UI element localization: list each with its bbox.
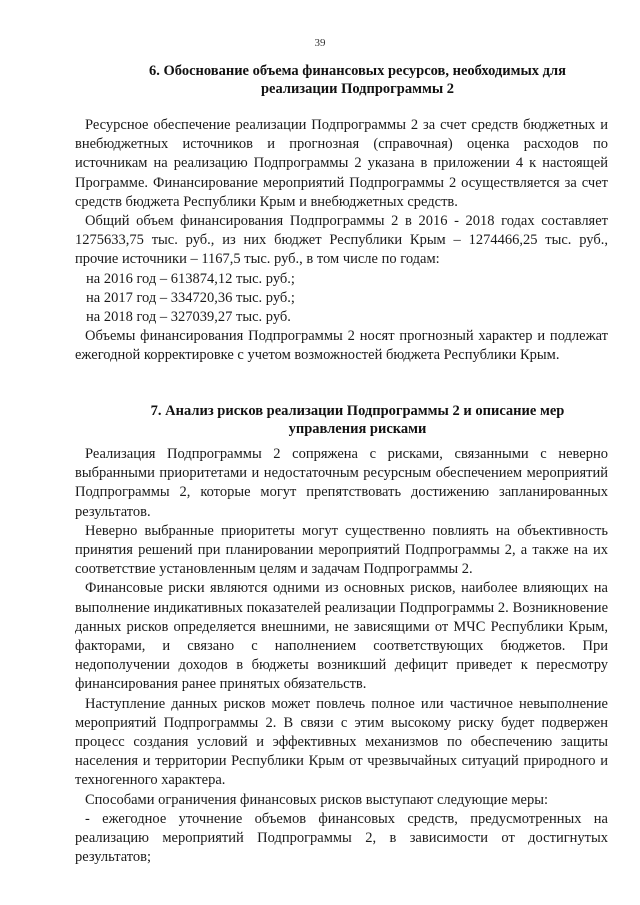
section-7-paragraph-risks: Реализация Подпрограммы 2 сопряжена с рисками, связанными с неверно выбранными приоритетами и недостаточным ресурсным обеспечением мероприятий Подпрограммы 2, которые могут препятствовать достижению запланированных результатов. [75, 446, 608, 520]
section-6-paragraph-total: Общий объем финансирования Подпрограммы 2 в 2016 - 2018 годах составляет 1275633,75 тыс. руб., из них бюджет Республики Крым – 1274466,25 тыс. руб., прочие источники – 1167,5 тыс. руб., в том числе по годам: [75, 213, 608, 268]
section-7-title-line-2: управления рисками [288, 421, 427, 437]
section-6-title [90, 62, 625, 98]
year-2017-line: на 2017 год – 334720,36 тыс. руб.; [86, 289, 295, 306]
section-6-paragraph-resource: Ресурсное обеспечение реализации Подпрограммы 2 за счет средств бюджетных и внебюджетных источников и прогнозная (справочная) оценка расходов по источникам на реализацию Подпрограммы 2 указана в приложении 4 к настоящей Программе. Финансирование мероприятий Подпрограммы 2 осуществляется за счет средств бюджета Республики Крым и внебюджетных средств. [75, 117, 608, 210]
section-7-body [75, 445, 608, 867]
section-7-paragraph-priorities: Неверно выбранные приоритеты могут существенно повлиять на объективность принятия решений при планировании мероприятий Подпрограммы 2, а также на их соответствие установленным целям и задачам Подпрограммы 2. [75, 522, 608, 578]
year-2016-line: на 2016 год – 613874,12 тыс. руб.; [86, 270, 295, 287]
section-7-paragraph-consequences: Наступление данных рисков может повлечь полное или частичное невыполнение мероприятий Подпрограммы 2. В связи с этим высокому риску будет подвержен процесс создания условий и эффективных механизмов по обеспечению защиты населения и территории Республики Крым от чрезвычайных ситуаций природного и техногенного характера. [75, 695, 608, 789]
section-7-paragraph-measures: Способами ограничения финансовых рисков выступают следующие меры: [85, 791, 548, 808]
page-number: 39 [314, 37, 326, 49]
year-2018-line: на 2018 год – 327039,27 тыс. руб. [86, 309, 291, 326]
section-7-paragraph-financial-risks: Финансовые риски являются одними из основных рисков, наиболее влияющих на выполнение индикативных показателей реализации Подпрограммы 2. Возникновение данных рисков определяется внешними, не зависящими от МЧС Республики Крым, факторами, и связано с наполнением соответствующих бюджетов. При недополучении доходов в бюджеты возникший дефицит приведет к пересмотру финансирования ранее принятых обязательств. [75, 580, 608, 693]
section-6-title-line-2: реализации Подпрограммы 2 [260, 81, 455, 97]
section-6-body [75, 116, 608, 366]
section-7-title-line-1: 7. Анализ рисков реализации Подпрограммы 2 и описание мер [150, 403, 565, 419]
section-7-paragraph-measure-1: - ежегодное уточнение объемов финансовых средств, предусмотренных на реализацию мероприятий Подпрограммы 2, в зависимости от достигнутых результатов; [75, 810, 608, 866]
year-list [75, 270, 608, 328]
section-6-title-line-1: 6. Обоснование объема финансовых ресурсов, необходимых для [149, 63, 566, 79]
section-7-title [90, 402, 625, 438]
section-6-paragraph-forecast: Объемы финансирования Подпрограммы 2 носят прогнозный характер и подлежат ежегодной корректировке с учетом возможностей бюджета Республики Крым. [75, 328, 608, 364]
